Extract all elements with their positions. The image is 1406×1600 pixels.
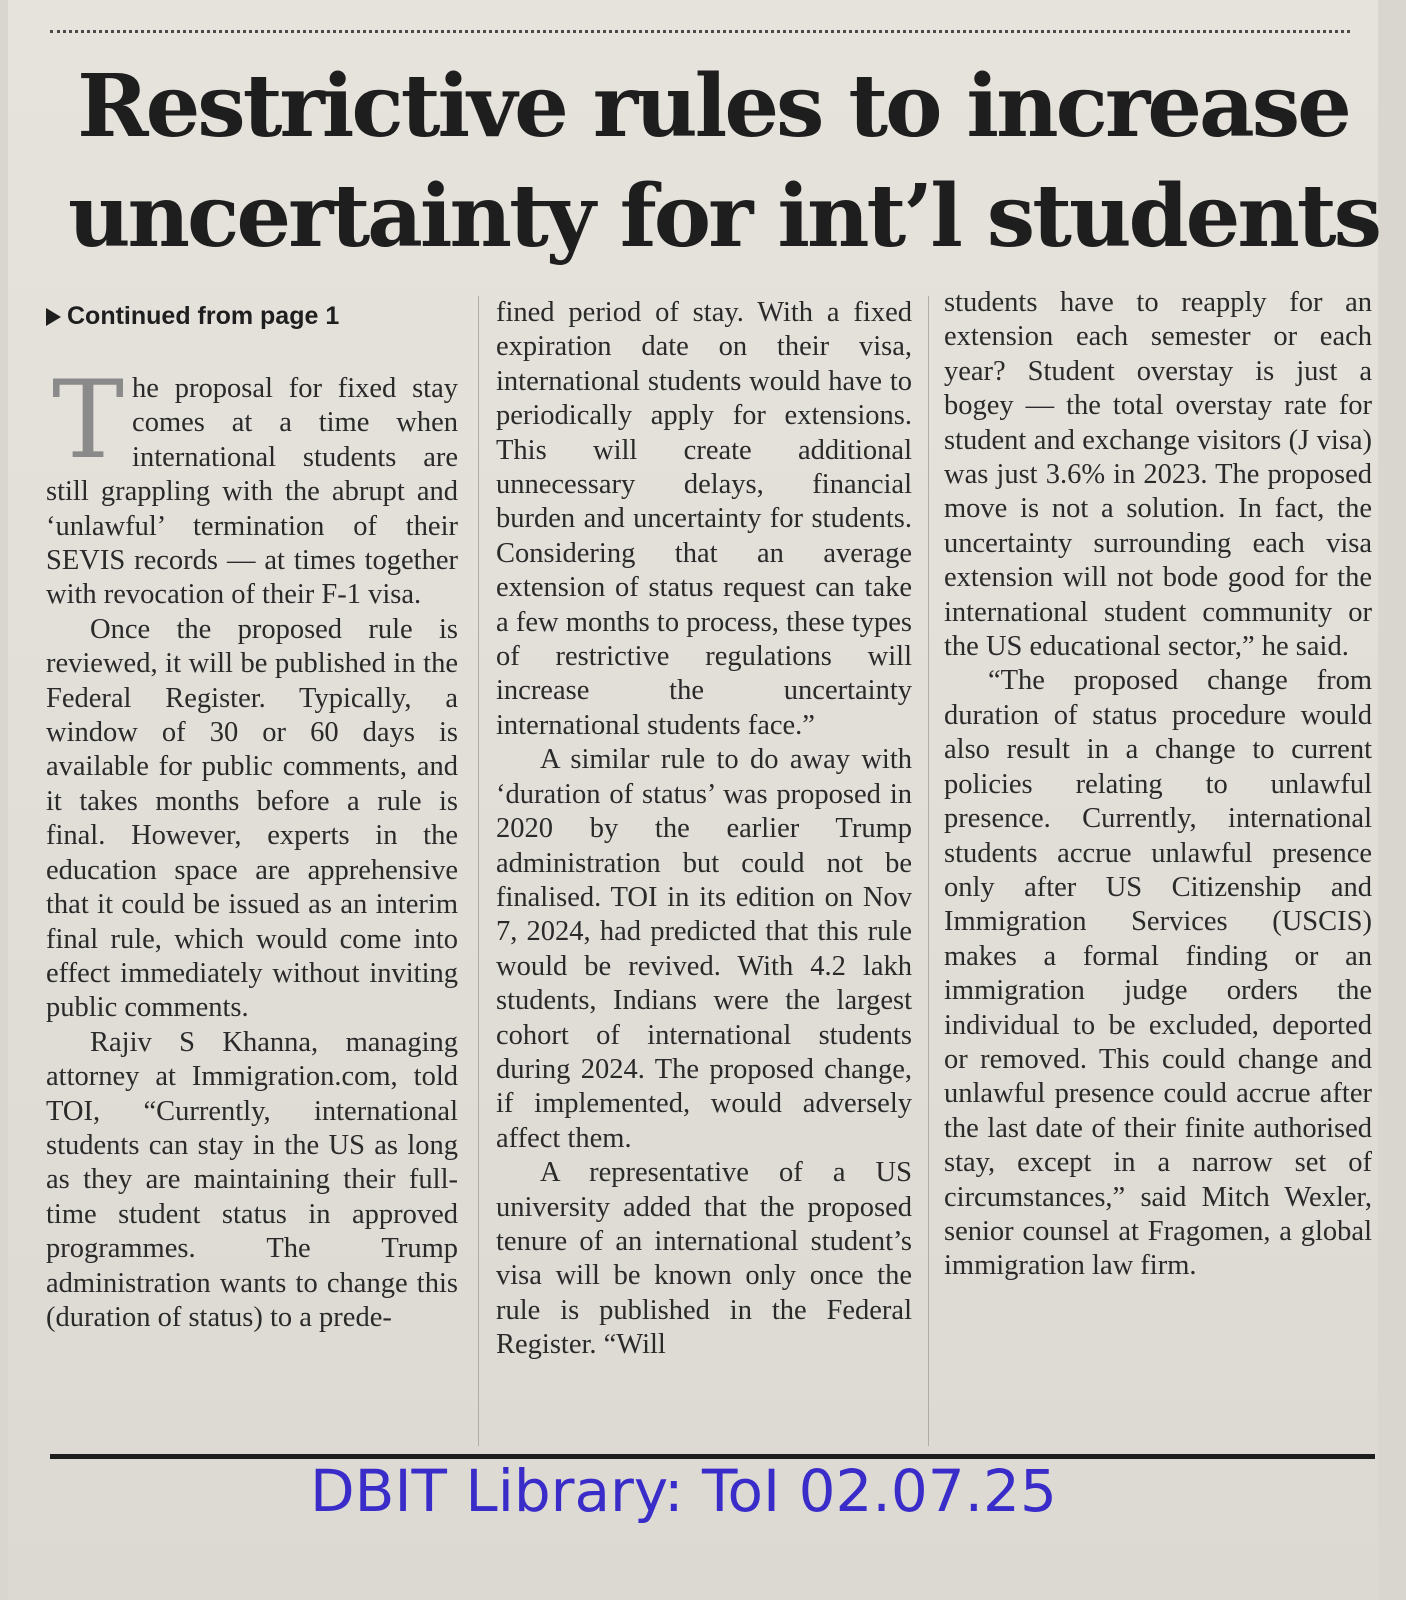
play-arrow-icon bbox=[46, 308, 61, 326]
paragraph: A similar rule to do away with ‘duration of status’ was proposed in 2020 by the earlier Trump administration but could not be finalised. TOI in its edition on Nov 7, 2024, had predicted that this rule would be revived. With 4.2 lakh students, Indians were the largest cohort of international students during 2024. The proposed change, if implemented, would adversely affect them. bbox=[496, 744, 912, 1154]
paragraph: fined period of stay. With a fixed expiration date on their visa, international students would have to periodically apply for extensions. This will create additional unnecessary delays, financial burden and uncertainty for students. Considering that an average extension of status request can take a few months to process, these types of restrictive regulations will increase the uncertainty international students face.” bbox=[496, 297, 912, 741]
paragraph: Once the proposed rule is reviewed, it will be published in the Federal Register. Typically, a window of 30 or 60 days is available for public comments, and it takes months before a rule is final. However, experts in the education space are apprehensive that it could be issued as an interim final rule, which would come into effect immediately without inviting public comments. bbox=[46, 613, 458, 1024]
drop-cap: T bbox=[52, 358, 125, 483]
library-stamp: DBIT Library: ToI 02.07.25 bbox=[310, 1457, 1057, 1525]
column-divider bbox=[478, 296, 479, 1446]
paragraph bbox=[46, 358, 458, 613]
newspaper-clipping bbox=[8, 0, 1378, 1600]
paragraph-text: he proposal for fixed stay comes at a time when international students are still grappling with the abrupt and ‘unlawful’ termination of their SEVIS records — at times together with revocation of their F-1 visa. bbox=[46, 373, 458, 611]
top-dotted-rule bbox=[50, 30, 1350, 33]
continued-text: Continued from page 1 bbox=[67, 302, 340, 330]
headline bbox=[68, 52, 1379, 272]
column-3 bbox=[944, 286, 1372, 1284]
column-divider bbox=[928, 296, 929, 1446]
paragraph: “The proposed change from duration of status procedure would also result in a change to current policies relating to unlawful presence. Currently, international students accrue unlawful presence only after US Citizenship and Immigration Services (USCIS) makes a formal finding or an immigration judge orders the individual to be excluded, deported or removed. This could change and unlawful presence could accrue after the last date of their finite authorised stay, except in a narrow set of circumstances,” said Mitch Wexler, senior counsel at Fragomen, a global immigration law firm. bbox=[944, 665, 1372, 1282]
headline-line-1: Restrictive rules to increase bbox=[77, 56, 1349, 157]
paragraph: A representative of a US university added that the proposed tenure of an international student’s visa will be known only once the rule is published in the Federal Register. “Will bbox=[496, 1157, 912, 1361]
paragraph: Rajiv S Khanna, managing attorney at Immigration.com, told TOI, “Currently, international students can stay in the US as long as they are maintaining their full-time student status in approved programmes. The Trump administration wants to change this (duration of status) to a prede- bbox=[46, 1026, 458, 1333]
headline-line-2: uncertainty for int’l students bbox=[68, 166, 1379, 267]
column-1 bbox=[46, 296, 458, 1335]
continued-label bbox=[46, 296, 458, 336]
paragraph: students have to reapply for an extension each semester or each year? Student overstay is just a bogey — the total overstay rate for student and exchange visitors (J visa) was just 3.6% in 2023. The proposed move is not a solution. In fact, the uncertainty surrounding each visa extension will not bode good for the international student community or the US educational sector,” he said. bbox=[944, 287, 1372, 663]
column-2 bbox=[496, 296, 912, 1363]
